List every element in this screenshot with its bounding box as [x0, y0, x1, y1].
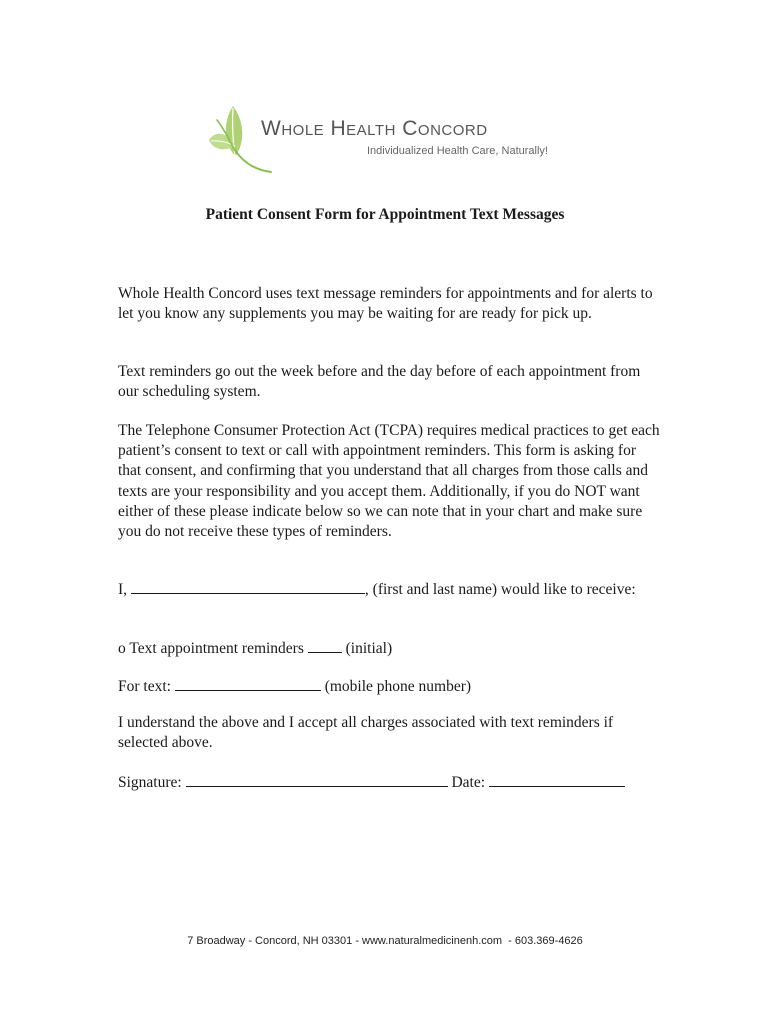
name-prefix: I,	[118, 581, 128, 598]
name-field[interactable]	[131, 579, 365, 594]
phone-prefix: For text:	[118, 678, 171, 695]
date-field[interactable]	[489, 772, 625, 787]
logo	[205, 100, 565, 180]
signature-label: Signature:	[118, 774, 182, 791]
logo-name: Whole Health Concord	[261, 117, 488, 140]
name-line	[118, 579, 663, 600]
phone-field[interactable]	[175, 676, 321, 691]
logo-tagline: Individualized Health Care, Naturally!	[367, 145, 548, 157]
option-label: o Text appointment reminders	[118, 640, 304, 657]
schedule-paragraph: Text reminders go out the week before and the day before of each appointment from our scheduling system.	[118, 363, 641, 401]
option-suffix: (initial)	[345, 640, 393, 657]
phone-suffix: (mobile phone number)	[324, 678, 472, 695]
phone-line	[118, 676, 663, 697]
date-label: Date:	[451, 774, 486, 791]
name-suffix: , (first and last name) would like to receive:	[364, 581, 636, 598]
initial-field[interactable]	[308, 638, 342, 653]
footer-contact: 7 Broadway - Concord, NH 03301 - www.naturalmedicinenh.com - 603.369-4626	[187, 935, 583, 947]
acknowledgement-paragraph: I understand the above and I accept all charges associated with text reminders if selected above.	[118, 714, 614, 752]
signature-field[interactable]	[186, 772, 448, 787]
page-title: Patient Consent Form for Appointment Text Messages	[205, 206, 565, 223]
intro-paragraph: Whole Health Concord uses text message reminders for appointments and for alerts to let you know any supplements you may be waiting for are ready for pick up.	[118, 285, 653, 323]
option-line	[118, 638, 663, 659]
signature-line	[118, 772, 663, 793]
tcpa-paragraph: The Telephone Consumer Protection Act (TCPA) requires medical practices to get each patient’s consent to text or call with appointment reminders. This form is asking for that consent, and confirming that you understand that all charges from those calls and texts are your responsibility and you accept them. Additionally, if you do NOT want either of these please indicate below so we can note that in your chart and make sure you do not receive these types of reminders.	[118, 422, 660, 541]
